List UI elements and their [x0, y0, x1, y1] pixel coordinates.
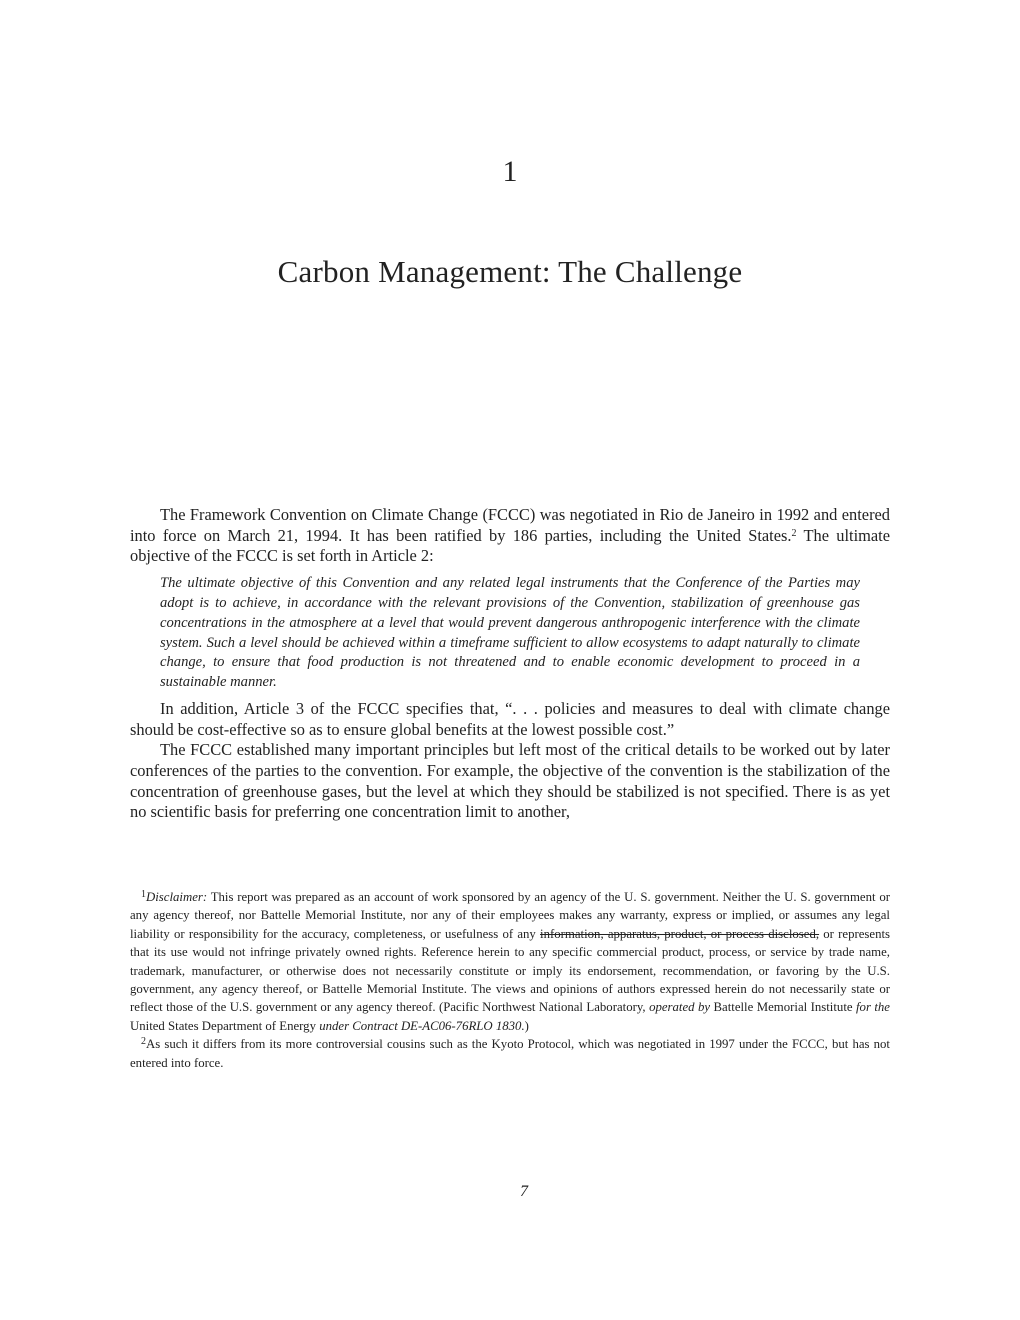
footnote-2-mark: 2 — [141, 1036, 146, 1048]
paragraph-1 — [130, 505, 890, 567]
footnote-1-italic3: under Contract DE-AC06-76RLO 1830. — [319, 1018, 525, 1033]
article-2-quote: The ultimate objective of this Convention and any related legal instruments that the Conference of the Parties may adopt is to achieve, in accordance with the relevant provisions of the Convention, stabilization of greenhouse gas concentrations in the atmosphere at a level that would prevent dangerous anthropogenic interference with the climate system. Such a level should be achieved within a timeframe sufficient to allow ecosystems to adapt naturally to climate change, to ensure that food production is not threatened and to enable economic development to proceed in a sustainable manner. — [160, 574, 860, 691]
footnote-1-italic1: operated by — [649, 1000, 711, 1015]
chapter-title: Carbon Management: The Challenge — [277, 254, 743, 289]
footnotes — [130, 888, 890, 1072]
paragraph-1-text: The Framework Convention on Climate Change (FCCC) was negotiated in Rio de Janeiro in 1992 and entered into force on March 21, 1994. It has been ratified by 186 parties, including the United States. — [130, 505, 890, 545]
footnote-1-mark: 1 — [141, 889, 146, 900]
page-number: 7 — [520, 1183, 528, 1200]
footnote-1-part2: or represents that its use would not infringe privately owned rights. Reference herein to any specific commercial product, process, or service by trade name, trademark, manufacturer, or otherwise does not necessarily constitute or imply its endorsement, recommendation, or favoring by the U.S. government, any agency thereof, or Battelle Memorial Institute. The views and opinions of authors expressed herein do not necessarily state or reflect those of the U.S. government or any agency thereof. (Pacific Northwest National Laboratory, — [130, 926, 891, 1015]
main-text — [130, 505, 890, 823]
chapter-number: 1 — [502, 155, 518, 188]
footnote-1-italic2: for the — [855, 1000, 890, 1015]
footnote-1-label: Disclaimer: — [146, 890, 208, 904]
footnote-1 — [130, 888, 890, 1035]
footnote-ref-2[interactable]: 2 — [791, 527, 797, 539]
footnote-1-part5: ) — [524, 1018, 529, 1033]
footnote-1-part4: United States Department of Energy — [130, 1018, 320, 1033]
footnote-1-struck: information, apparatus, product, or process disclosed, — [540, 926, 820, 941]
paragraph-1-tail: The ultimate objective of the FCCC is set forth in Article 2: — [130, 525, 890, 566]
footnote-2-text: As such it differs from its more controversial cousins such as the Kyoto Protocol, which was negotiated in 1997 under the FCCC, but has not entered into force. — [130, 1037, 890, 1070]
footnote-1-part3: Battelle Memorial Institute — [710, 1000, 856, 1015]
footnote-1-part1: This report was prepared as an account of work sponsored by an agency of the U. S. government. Neither the U. S. government or any agency thereof, nor Battelle Memorial Institute, nor any of their employees makes any warranty, express or implied, or assumes any legal liability or responsibility for the accuracy, completeness, or usefulness of any — [130, 890, 890, 941]
paragraph-3: The FCCC established many important principles but left most of the critical details to be worked out by later conferences of the parties to the convention. For example, the objective of the convention is the stabilization of the concentration of greenhouse gases, but the level at which they should be stabilized is not specified. There is as yet no scientific basis for preferring one concentration limit to another, — [130, 740, 890, 822]
footnote-2 — [130, 1035, 890, 1072]
paragraph-2: In addition, Article 3 of the FCCC specifies that, “. . . policies and measures to deal with climate change should be cost-effective so as to ensure global benefits at the lowest possible cost.” — [130, 699, 890, 739]
